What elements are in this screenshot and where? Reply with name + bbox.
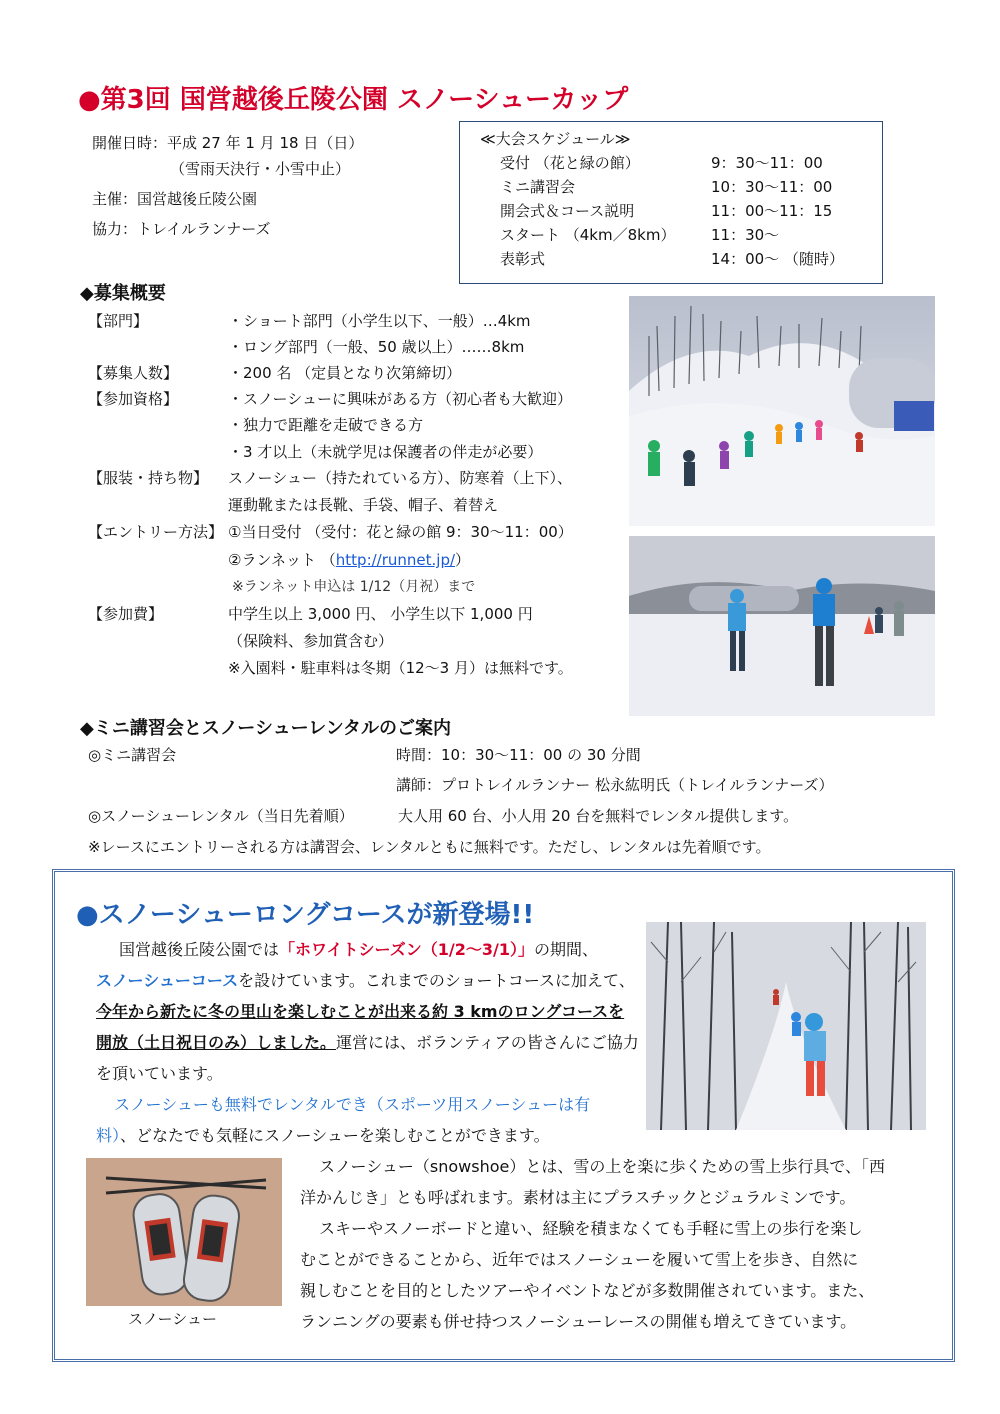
long-q3: スキーやスノーボードと違い、経験を積まなくても手軽に雪上の歩行を楽し: [319, 1219, 863, 1238]
schedule-label: スタート （4km／8km）: [500, 226, 676, 244]
fee-note: （保険料、参加賞含む）: [228, 632, 394, 650]
recruit-value: ・3 才以上（未就学児は保護者の伴走が必要）: [228, 443, 543, 461]
long-p1: [119, 934, 598, 965]
long-p4-a: 開放（土日祝日のみ）しました。: [96, 1033, 337, 1052]
long-p4-b: 運営には、ボランティアの皆さんにご協力: [336, 1033, 639, 1052]
photo-snowshoe-hill: [629, 296, 935, 526]
schedule-label: 表彰式: [500, 250, 546, 268]
runnet-note: ※ランネット申込は 1/12（月祝）まで: [232, 579, 476, 595]
schedule-time: 14：00〜 （随時）: [711, 250, 844, 268]
cup-title: ●第3回 国営越後丘陵公園 スノーシューカップ: [78, 85, 629, 115]
schedule-time: 10：30〜11：00: [711, 178, 833, 196]
event-cooperation: 協力：トレイルランナーズ: [92, 220, 271, 238]
long-p4: [96, 1027, 639, 1058]
long-p1-a: 国営越後丘陵公園では: [119, 940, 280, 959]
photo-forest-trail: [646, 922, 926, 1130]
long-q4: むことができることから、近年ではスノーシューを履いて雪上を歩き、自然に: [300, 1250, 859, 1269]
long-q6: ランニングの要素も併せ持つスノーシューレースの開催も増えてきています。: [300, 1312, 857, 1331]
schedule-time: 11：00〜11：15: [711, 202, 833, 220]
schedule-label: ミニ講習会: [500, 178, 576, 196]
schedule-time: 9：30〜11：00: [711, 154, 823, 172]
long-q1: スノーシュー（snowshoe）とは、雪の上を楽に歩くための雪上歩行具で、「西: [319, 1157, 886, 1176]
long-p7-a: 料）: [96, 1126, 121, 1145]
schedule-heading: ≪大会スケジュール≫: [480, 130, 631, 148]
long-title: ●スノーシューロングコースが新登場!!: [76, 900, 535, 930]
recruit-value: 運動靴または長靴、手袋、帽子、着替え: [228, 496, 499, 514]
recruit-value: ・200 名 （定員となり次第締切）: [228, 364, 462, 382]
fee-value: 中学生以上 3,000 円、 小学生以下 1,000 円: [228, 605, 533, 623]
long-p2: [96, 965, 635, 996]
long-p5: を頂いています。: [96, 1064, 223, 1083]
long-q5: 親しむことを目的としたツアーやイベントなどが多数開催されています。また、: [300, 1281, 875, 1300]
schedule-label: 開会式＆コース説明: [500, 202, 635, 220]
mini-note: ※レースにエントリーされる方は講習会、レンタルともに無料です。ただし、レンタルは先着順です。: [88, 838, 771, 856]
recruit-key: 【エントリー方法】: [88, 523, 224, 541]
recruit-heading: ◆募集概要: [80, 283, 166, 304]
rental-text: 大人用 60 台、小人用 20 台を無料でレンタル提供します。: [398, 807, 799, 825]
lecture-label: ◎ミニ講習会: [88, 746, 177, 764]
long-p7-b: 、どなたでも気軽にスノーシューを楽しむことができます。: [120, 1126, 550, 1145]
runnet-line: [228, 551, 470, 569]
long-p3: 今年から新たに冬の里山を楽しむことが出来る約 3 kmのロングコースを: [96, 1002, 625, 1021]
recruit-value: ①当日受付 （受付：花と緑の館 9：30〜11：00）: [228, 523, 573, 541]
recruit-key: 【部門】: [88, 312, 149, 330]
snowshoe-course: スノーシューコース: [96, 971, 239, 990]
lecture-time: 時間：10：30〜11：00 の 30 分間: [396, 746, 641, 764]
long-p7: [96, 1120, 550, 1151]
recruit-value: ・スノーシューに興味がある方（初心者も大歓迎）: [228, 390, 572, 408]
runnet-prefix: ②ランネット （: [228, 551, 336, 569]
fee-note2: ※入園料・駐車料は冬期（12〜3 月）は無料です。: [228, 659, 573, 677]
schedule-label: 受付 （花と緑の館）: [500, 154, 640, 172]
schedule-time: 11：30〜: [711, 226, 780, 244]
runnet-link[interactable]: http://runnet.jp/: [335, 551, 456, 569]
recruit-value: ・ロング部門（一般、50 歳以上）……8km: [228, 338, 525, 356]
event-date-note: （雪雨天決行・小雪中止）: [170, 160, 351, 178]
long-p6: スノーシューも無料でレンタルでき（スポーツ用スノーシューは有: [114, 1095, 591, 1114]
recruit-value: スノーシュー（持たれている方）、防寒着（上下）、: [228, 469, 572, 487]
recruit-key: 【服装・持ち物】: [88, 469, 209, 487]
rental-label: ◎スノーシューレンタル（当日先着順）: [88, 807, 354, 825]
gear-caption: スノーシュー: [128, 1310, 217, 1328]
long-q2: 洋かんじき」とも呼ばれます。素材は主にプラスチックとジュラルミンです。: [300, 1188, 856, 1207]
event-host: 主催：国営越後丘陵公園: [92, 190, 258, 208]
photo-snowshoe-gear: [86, 1158, 282, 1306]
fee-key: 【参加費】: [88, 605, 164, 623]
mini-heading: ◆ミニ講習会とスノーシューレンタルのご案内: [80, 718, 452, 739]
recruit-value: ・ショート部門（小学生以下、一般）…4km: [228, 312, 531, 330]
white-season: 「ホワイトシーズン（1/2〜3/1）」: [279, 940, 534, 959]
lecture-teacher: 講師：プロトレイルランナー 松永紘明氏（トレイルランナーズ）: [396, 776, 834, 794]
recruit-value: ・独力で距離を走破できる方: [228, 416, 424, 434]
long-p1-c: の期間、: [533, 940, 598, 959]
photo-snowshoe-runners: [629, 536, 935, 716]
long-p2-b: を設けています。これまでのショートコースに加えて、: [238, 971, 635, 990]
recruit-key: 【参加資格】: [88, 390, 179, 408]
event-date: 開催日時：平成 27 年 1 月 18 日（日）: [92, 134, 364, 152]
runnet-suffix: ）: [455, 551, 471, 569]
recruit-key: 【募集人数】: [88, 364, 179, 382]
